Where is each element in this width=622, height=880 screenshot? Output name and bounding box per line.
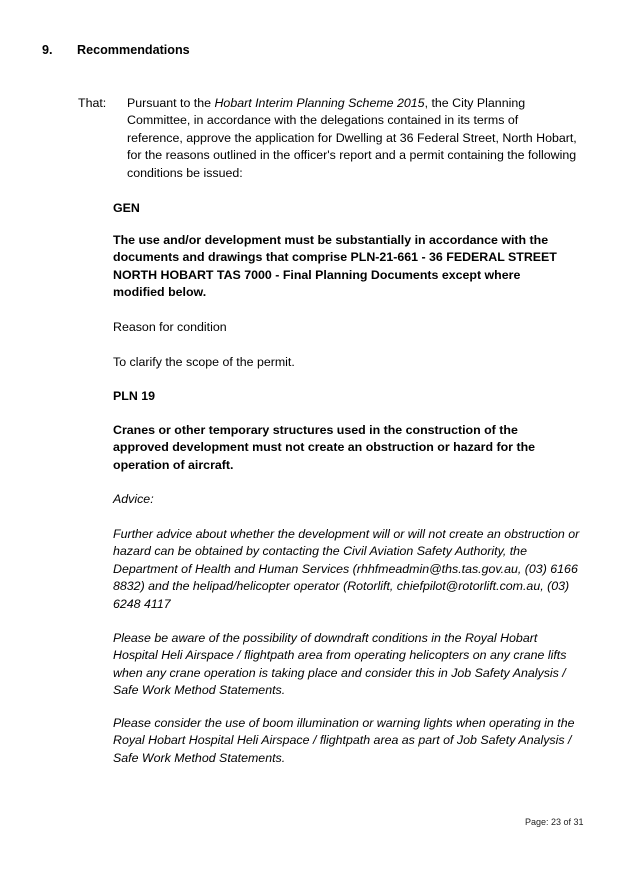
condition-text-gen: The use and/or development must be substantially in accordance with the documents and drawings that comprise PLN-21-661 - 36 FEDERAL STREET NORTH HOBART TAS 7000 - Final Planning Documents except where modified below. [113, 233, 557, 300]
reason-text: To clarify the scope of the permit. [113, 355, 295, 369]
advice-paragraph-1: Further advice about whether the development will or will not create an obstruction or hazard can be obtained by contacting the Civil Aviation Safety Authority, the Department of Health and Human Services (rhhfmeadmin@ths.tas.gov.au, (03) 6166 8832) and the helipad/helicopter operator (Rotorlift, chiefpilot@rotorlift.com.au, (03) 6248 4117 [113, 527, 580, 611]
advice-paragraph-3: Please consider the use of boom illumination or warning lights when operating in the Royal Hobart Hospital Heli Airspace / flightpath area as part of Job Safety Analysis / Safe Work Method Statements. [113, 716, 575, 765]
section-heading [42, 42, 190, 59]
intro-paragraph [127, 95, 577, 182]
advice-label: Advice: [113, 492, 154, 506]
planning-scheme-name: Hobart Interim Planning Scheme 2015 [214, 96, 425, 110]
section-title: Recommendations [77, 43, 190, 57]
section-number: 9. [42, 43, 53, 57]
page-number: Page: 23 of 31 [525, 817, 584, 827]
condition-code-gen: GEN [113, 201, 140, 215]
that-label: That: [78, 96, 107, 110]
intro-post: , the City Planning Committee, in accordance with the delegations contained in its terms of reference, approve the application for Dwelling at 36 Federal Street, North Hobart, for the reasons outlined in the officer's report and a permit containing the following conditions be issued: [127, 96, 577, 180]
condition-code-pln19: PLN 19 [113, 389, 156, 403]
intro-pre: Pursuant to the [127, 96, 215, 110]
condition-text-pln19: Cranes or other temporary structures used in the construction of the approved development must not create an obstruction or hazard for the operation of aircraft. [113, 423, 536, 472]
reason-label: Reason for condition [113, 320, 227, 334]
advice-paragraph-2: Please be aware of the possibility of downdraft conditions in the Royal Hobart Hospital Heli Airspace / flightpath area from operating helicopters on any crane lifts when any crane operation is taking place and consider this in Job Safety Analysis / Safe Work Method Statements. [113, 631, 567, 698]
